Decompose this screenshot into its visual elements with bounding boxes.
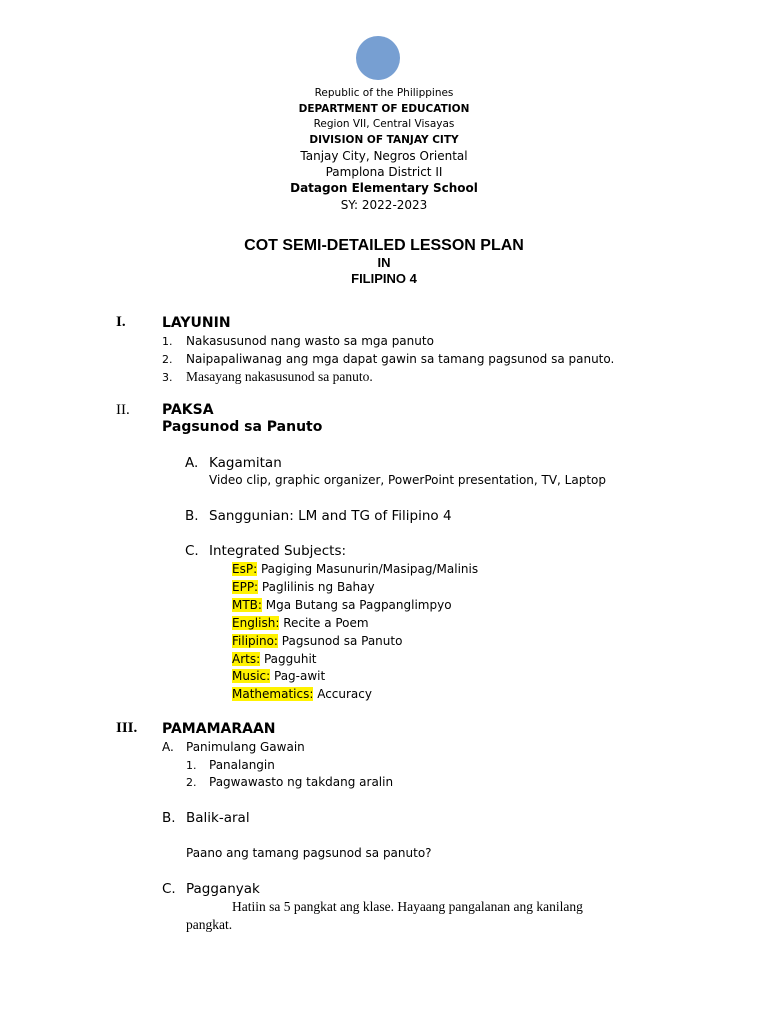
- integrated-subject-music: Music: Pag-awit: [232, 669, 326, 683]
- integrated-subject-mtb: MTB: Mga Butang sa Pagpanglimpyo: [232, 598, 452, 612]
- header-republic: Republic of the Philippines: [314, 87, 454, 99]
- section2-materials: Video clip, graphic organizer, PowerPoint presentation, TV, Laptop: [209, 473, 607, 487]
- title-in: IN: [377, 255, 391, 270]
- section2-b-letter: B.: [185, 508, 199, 524]
- header-region: Region VII, Central Visayas: [313, 118, 455, 130]
- header-school-year: SY: 2022-2023: [340, 198, 428, 212]
- section3-motivation-line2: pangkat.: [186, 917, 233, 932]
- section3-a: A. Panimulang Gawain: [162, 740, 305, 754]
- section3-b-letter: B.: [162, 810, 176, 826]
- list-item: 2. Naipapaliwanag ang mga dapat gawin sa tamang pagsunod sa panuto.: [162, 352, 615, 366]
- section1-number: I.: [116, 314, 126, 330]
- section2-integrated-label: Integrated Subjects:: [209, 543, 347, 559]
- list-item: 3. Masayang nakasusunod sa panuto.: [162, 369, 373, 384]
- document-title: [0, 236, 768, 287]
- section2-references: Sanggunian: LM and TG of Filipino 4: [209, 508, 452, 524]
- integrated-subject-filipino: Filipino: Pagsunod sa Panuto: [232, 634, 403, 648]
- header-division: DIVISION OF TANJAY CITY: [309, 133, 459, 146]
- school-header: [0, 86, 768, 213]
- header-city: Tanjay City, Negros Oriental: [300, 149, 468, 163]
- integrated-subject-mathematics: Mathematics: Accuracy: [232, 687, 372, 701]
- section3-motivation-line1: Hatiin sa 5 pangkat ang klase. Hayaang pangalanan ang kanilang: [232, 899, 583, 914]
- integrated-subject-arts: Arts: Pagguhit: [232, 652, 317, 666]
- integrated-subject-english: English: Recite a Poem: [232, 616, 369, 630]
- section2-topic: Pagsunod sa Panuto: [162, 419, 323, 435]
- title-subject: FILIPINO 4: [351, 271, 417, 286]
- section3-c-letter: C.: [162, 881, 176, 897]
- integrated-subject-esp: EsP: Pagiging Masunurin/Masipag/Malinis: [232, 562, 479, 576]
- section3-review-question: Paano ang tamang pagsunod sa panuto?: [186, 846, 432, 860]
- section3-title: PAMAMARAAN: [162, 721, 276, 737]
- list-item: 1. Nakasusunod nang wasto sa mga panuto: [162, 334, 434, 348]
- section3-number: III.: [116, 720, 138, 736]
- title-main: COT SEMI-DETAILED LESSON PLAN: [244, 237, 524, 254]
- header-department: DEPARTMENT OF EDUCATION: [298, 102, 470, 115]
- section2-number: II.: [116, 402, 130, 418]
- section2-c-letter: C.: [185, 543, 199, 559]
- integrated-subject-epp: EPP: Paglilinis ng Bahay: [232, 580, 375, 594]
- section3-c-label: Pagganyak: [186, 881, 260, 897]
- section2-title: PAKSA: [162, 402, 214, 418]
- section1-title: LAYUNIN: [162, 315, 231, 331]
- list-item: 1. Panalangin: [186, 758, 275, 772]
- list-item: 2. Pagwawasto ng takdang aralin: [186, 775, 394, 789]
- section2-a-letter: A.: [185, 455, 199, 471]
- section2-a-label: Kagamitan: [209, 455, 282, 471]
- header-school: Datagon Elementary School: [290, 181, 478, 195]
- deped-seal-icon: [356, 36, 400, 80]
- header-district: Pamplona District II: [325, 165, 443, 179]
- section3-b-label: Balik-aral: [186, 810, 250, 826]
